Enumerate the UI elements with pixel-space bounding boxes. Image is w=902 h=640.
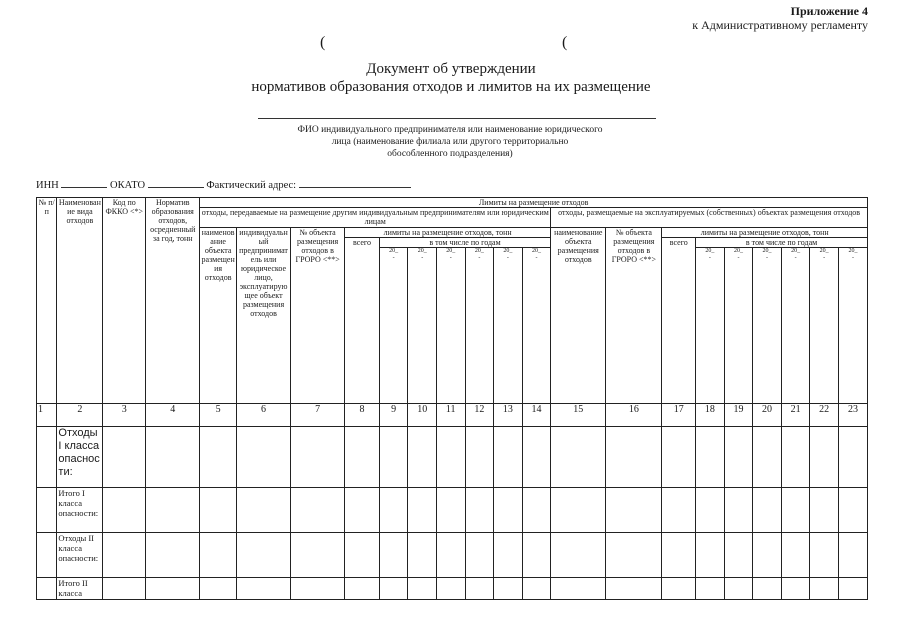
table-cell[interactable] (522, 533, 551, 578)
header-year-cell: 20_ - (724, 248, 753, 404)
column-number-cell: 3 (103, 404, 146, 427)
column-number-cell: 17 (662, 404, 696, 427)
table-cell[interactable] (606, 578, 662, 600)
table-cell[interactable] (606, 488, 662, 533)
table-cell[interactable] (408, 533, 437, 578)
table-cell[interactable] (662, 578, 696, 600)
header-year-cell: 20_ - (436, 248, 465, 404)
table-cell[interactable] (724, 578, 753, 600)
column-number-cell: 11 (436, 404, 465, 427)
table-cell[interactable] (37, 533, 57, 578)
table-cell[interactable] (345, 427, 380, 488)
table-cell[interactable] (696, 488, 725, 533)
fio-caption-line2: лица (наименование филиала или другого территориально (331, 137, 569, 147)
address-field[interactable] (299, 177, 411, 188)
table-cell[interactable] (724, 488, 753, 533)
inn-field[interactable] (61, 177, 107, 188)
column-number-cell: 14 (522, 404, 551, 427)
header-g2-total: всего (662, 238, 696, 404)
waste-class-label: Итого II класса (57, 578, 103, 600)
table-cell[interactable] (465, 578, 494, 600)
header-year-cell: 20_ - (753, 248, 782, 404)
header-year-cell: 20_ - (379, 248, 408, 404)
header-g2-grorro: № объекта размещения отходов в ГРОРО <**> (606, 228, 662, 404)
table-cell[interactable] (810, 488, 839, 533)
table-cell[interactable] (200, 488, 237, 533)
table-cell[interactable] (103, 533, 146, 578)
table-cell[interactable] (200, 427, 237, 488)
document-title (0, 60, 902, 96)
table-cell[interactable] (724, 427, 753, 488)
table-cell[interactable] (103, 578, 146, 600)
table-cell[interactable] (551, 427, 606, 488)
header-g1-total: всего (345, 238, 380, 404)
header-g2-object-name: наименование объекта размещения отходов (551, 228, 606, 404)
parenthesis-right: ( (562, 34, 568, 51)
header-year-cell: 20_ - (696, 248, 725, 404)
table-cell[interactable] (237, 427, 291, 488)
table-cell[interactable] (379, 578, 408, 600)
table-cell[interactable] (379, 488, 408, 533)
header-g1-entity: индивидуальный предприниматель или юридическое лицо, эксплуатирующее объект размещения отходов (237, 228, 291, 404)
table-cell[interactable] (103, 488, 146, 533)
okato-label: ОКАТО (110, 180, 146, 191)
table-cell[interactable] (810, 578, 839, 600)
table-row (37, 488, 868, 533)
table-cell[interactable] (291, 488, 345, 533)
table-cell[interactable] (379, 533, 408, 578)
table-cell[interactable] (551, 533, 606, 578)
table-cell[interactable] (37, 488, 57, 533)
table-cell[interactable] (522, 578, 551, 600)
table-cell[interactable] (436, 578, 465, 600)
table-cell[interactable] (838, 427, 867, 488)
table-cell[interactable] (237, 578, 291, 600)
column-number-cell: 19 (724, 404, 753, 427)
document-title-line2: нормативов образования отходов и лимитов на их размещение (251, 79, 651, 95)
table-cell[interactable] (810, 533, 839, 578)
table-cell[interactable] (345, 488, 380, 533)
table-cell[interactable] (662, 488, 696, 533)
table-cell[interactable] (37, 427, 57, 488)
table-cell[interactable] (345, 578, 380, 600)
header-group-transferred: отходы, передаваемые на размещение другим индивидуальным предпринимателям или юридическим лицам (201, 208, 549, 226)
waste-class-label: Итого I класса опасности: (57, 488, 103, 533)
column-number-cell: 9 (379, 404, 408, 427)
table-cell[interactable] (200, 578, 237, 600)
header-waste-name: Наименование вида отходов (57, 198, 103, 404)
header-fkko-code: Код по ФККО <*> (103, 198, 146, 404)
table-cell[interactable] (696, 533, 725, 578)
header-year-cell: 20_ - (522, 248, 551, 404)
header-g2-limits: лимиты на размещение отходов, тонн (662, 228, 868, 238)
table-cell[interactable] (237, 488, 291, 533)
requisites-row (36, 177, 411, 191)
table-cell[interactable] (103, 427, 146, 488)
column-number-cell: 12 (465, 404, 494, 427)
table-cell[interactable] (200, 533, 237, 578)
table-cell[interactable] (551, 578, 606, 600)
table-cell[interactable] (146, 427, 200, 488)
table-cell[interactable] (237, 533, 291, 578)
table-cell[interactable] (522, 427, 551, 488)
table-cell[interactable] (436, 427, 465, 488)
column-number-cell: 21 (781, 404, 810, 427)
table-cell[interactable] (753, 578, 782, 600)
inn-label: ИНН (36, 180, 59, 191)
table-cell[interactable] (838, 533, 867, 578)
table-cell[interactable] (408, 427, 437, 488)
header-group-own: отходы, размещаемые на эксплуатируемых (собственных) объектах размещения отходов (551, 208, 868, 228)
fio-caption-line3: обособленного подразделения) (387, 149, 513, 159)
column-number-cell: 20 (753, 404, 782, 427)
table-cell[interactable] (37, 578, 57, 600)
table-cell[interactable] (379, 427, 408, 488)
column-number-cell: 15 (551, 404, 606, 427)
column-number-cell: 18 (696, 404, 725, 427)
table-cell[interactable] (465, 533, 494, 578)
table-row (37, 427, 868, 488)
column-number-cell: 13 (494, 404, 523, 427)
header-year-cell: 20_ - (465, 248, 494, 404)
table-cell[interactable] (494, 488, 523, 533)
header-limits: Лимиты на размещение отходов (200, 198, 868, 208)
table-cell[interactable] (408, 488, 437, 533)
waste-class-label: Отходы II класса опасности: (57, 533, 103, 578)
table-cell[interactable] (696, 578, 725, 600)
column-number-cell: 10 (408, 404, 437, 427)
table-cell[interactable] (810, 427, 839, 488)
header-year-cell: 20_ - (494, 248, 523, 404)
header-num: № п/п (37, 198, 57, 404)
okato-field[interactable] (148, 177, 204, 188)
header-g1-object-name: наименование объекта размещения отходов (200, 228, 237, 404)
appendix-title: Приложение 4 (790, 4, 868, 18)
table-cell[interactable] (551, 488, 606, 533)
table-cell[interactable] (838, 578, 867, 600)
table-cell[interactable] (753, 533, 782, 578)
table-cell[interactable] (838, 488, 867, 533)
table-cell[interactable] (724, 533, 753, 578)
table-cell[interactable] (436, 533, 465, 578)
appendix-subtitle: к Административному регламенту (692, 18, 868, 32)
table-cell[interactable] (696, 427, 725, 488)
header-g1-limits: лимиты на размещение отходов, тонн (345, 228, 551, 238)
table-cell[interactable] (781, 488, 810, 533)
waste-limits-table (36, 197, 868, 600)
header-year-cell: 20_ - (838, 248, 867, 404)
table-cell[interactable] (436, 488, 465, 533)
table-cell[interactable] (465, 488, 494, 533)
table-cell[interactable] (781, 533, 810, 578)
table-cell[interactable] (606, 533, 662, 578)
column-number-cell: 6 (237, 404, 291, 427)
column-number-cell: 22 (810, 404, 839, 427)
column-number-cell: 7 (291, 404, 345, 427)
column-number-cell: 5 (200, 404, 237, 427)
fio-caption (200, 124, 700, 160)
header-g2-by-years: в том числе по годам (696, 238, 868, 248)
column-number-cell: 16 (606, 404, 662, 427)
column-number-cell: 8 (345, 404, 380, 427)
table-cell[interactable] (465, 427, 494, 488)
table-cell[interactable] (494, 578, 523, 600)
table-row (37, 578, 868, 600)
header-g1-grorro: № объекта размещения отходов в ГРОРО <**> (291, 228, 345, 404)
column-number-cell: 4 (146, 404, 200, 427)
column-number-cell: 23 (838, 404, 867, 427)
table-cell[interactable] (753, 488, 782, 533)
address-label: Фактический адрес: (206, 180, 297, 191)
column-numbers-row (37, 404, 868, 427)
waste-class-label: Отходы I класса опасности: (57, 427, 103, 488)
table-cell[interactable] (291, 533, 345, 578)
column-number-cell: 1 (37, 404, 57, 427)
column-number-cell: 2 (57, 404, 103, 427)
table-cell[interactable] (781, 578, 810, 600)
table-cell[interactable] (522, 488, 551, 533)
table-cell[interactable] (606, 427, 662, 488)
table-cell[interactable] (146, 533, 200, 578)
header-norm: Норматив образования отходов, осредненный за год, тонн (146, 198, 200, 404)
table-cell[interactable] (408, 578, 437, 600)
name-underline (258, 118, 656, 119)
table-cell[interactable] (291, 427, 345, 488)
table-cell[interactable] (781, 427, 810, 488)
fio-caption-line1: ФИО индивидуального предпринимателя или наименование юридического (297, 125, 603, 135)
header-year-cell: 20_ - (781, 248, 810, 404)
table-cell[interactable] (146, 488, 200, 533)
table-cell[interactable] (345, 533, 380, 578)
table-cell[interactable] (146, 578, 200, 600)
table-cell[interactable] (662, 533, 696, 578)
header-year-cell: 20_ - (810, 248, 839, 404)
table-cell[interactable] (662, 427, 696, 488)
document-title-line1: Документ об утверждении (366, 61, 536, 77)
header-g1-by-years: в том числе по годам (379, 238, 550, 248)
table-cell[interactable] (494, 533, 523, 578)
table-cell[interactable] (753, 427, 782, 488)
table-cell[interactable] (494, 427, 523, 488)
parenthesis-left: ( (320, 34, 326, 51)
table-cell[interactable] (291, 578, 345, 600)
header-year-cell: 20_ - (408, 248, 437, 404)
table-row (37, 533, 868, 578)
